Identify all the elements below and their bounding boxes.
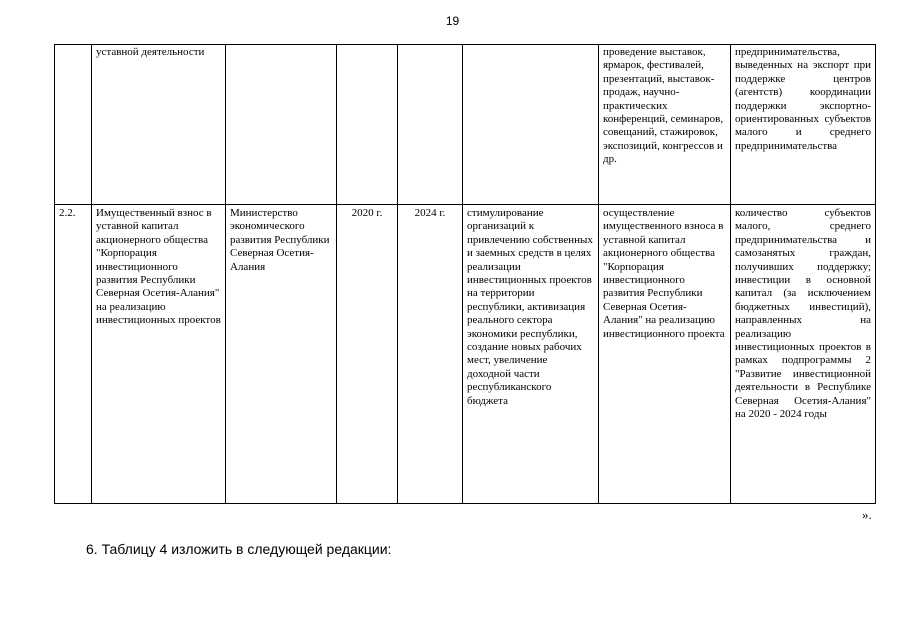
- cell-activities: осуществление имущественного взноса в уставной капитал акционерного общества "Корпорация инвестиционного развития Республики Северная Осетия-Алания" на реализацию инвестиционного проекта: [599, 205, 731, 504]
- cell-start-year: 2020 г.: [337, 205, 398, 504]
- cell-event: уставной деятельности: [92, 45, 226, 205]
- cell-end-year: 2024 г.: [398, 205, 463, 504]
- cell-goals: стимулирование организаций к привлечению собственных и заемных средств в целях реализации инвестиционных проектов на территории республики, активизация реального сектора экономики республики, создание новых рабочих мест, увеличение доходной части республиканского бюджета: [463, 205, 599, 504]
- cell-number: [55, 45, 92, 205]
- instruction-text: 6. Таблицу 4 изложить в следующей редакции:: [86, 541, 392, 557]
- page-number: 19: [445, 14, 460, 28]
- cell-end-year: [398, 45, 463, 205]
- cell-event: Имущественный взнос в уставной капитал акционерного общества "Корпорация инвестиционного развития Республики Северная Осетия-Алания" на реализацию инвестиционных проектов: [92, 205, 226, 504]
- table-row-continuation: [55, 45, 876, 205]
- cell-indicators: количество субъектов малого, среднего предпринимательства и самозанятых граждан, получивших поддержку; инвестиции в основной капитал (за исключением бюджетных инвестиций), направленных на реализацию инвестиционных проектов в рамках подпрограммы 2 "Развитие инвестиционной деятельности в Республике Северная Осетия-Алания" на 2020 - 2024 годы: [731, 205, 876, 504]
- cell-goals: [463, 45, 599, 205]
- cell-executor: [226, 45, 337, 205]
- closing-quote: ».: [862, 507, 872, 522]
- cell-activities: проведение выставок, ярмарок, фестивалей, презентаций, выставок-продаж, научно-практических конференций, семинаров, совещаний, стажировок, экспозиций, конгрессов и др.: [599, 45, 731, 205]
- cell-executor: Министерство экономического развития Республики Северная Осетия-Алания: [226, 205, 337, 504]
- program-measures-table: [54, 44, 876, 504]
- cell-start-year: [337, 45, 398, 205]
- cell-indicators: предпринимательства, выведенных на экспорт при поддержке центров (агентств) координации поддержки экспортно-ориентированных субъектов малого и среднего предпринимательства: [731, 45, 876, 205]
- cell-number: 2.2.: [55, 205, 92, 504]
- table-row-2-2: [55, 205, 876, 504]
